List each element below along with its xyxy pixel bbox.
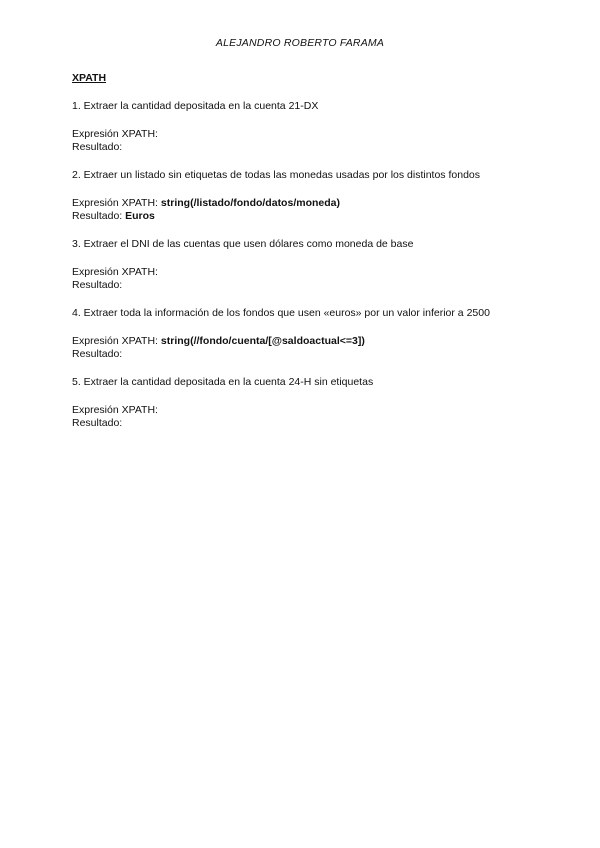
expression-label: Expresión XPATH: — [72, 266, 158, 278]
question-2-prompt: 2. Extraer un listado sin etiquetas de todas las monedas usadas por los distintos fondos — [72, 169, 480, 181]
question-4-result-line — [72, 348, 542, 361]
expression-value: string(//fondo/cuenta/[@saldoactual<=3]) — [160, 335, 365, 347]
expression-label: Expresión XPATH: — [72, 335, 158, 347]
question-4-prompt: 4. Extraer toda la información de los fondos que usen «euros» por un valor inferior a 2500 — [72, 307, 490, 319]
question-2-result-line — [72, 210, 542, 223]
question-4-expression-line — [72, 335, 542, 348]
expression-value: string(/listado/fondo/datos/moneda) — [160, 197, 340, 209]
result-label: Resultado: — [72, 279, 123, 291]
result-label: Resultado: — [72, 141, 123, 153]
question-5-answer — [72, 404, 542, 430]
expression-label: Expresión XPATH: — [72, 197, 158, 209]
result-value: Euros — [125, 210, 155, 222]
question-1-answer — [72, 128, 542, 154]
result-label: Resultado: — [72, 348, 123, 360]
page-header-author: ALEJANDRO ROBERTO FARAMA — [215, 37, 385, 49]
result-label: Resultado: — [72, 417, 123, 429]
section-title: XPATH — [72, 72, 107, 84]
question-3-result-line — [72, 279, 542, 292]
question-5-expression-line — [72, 404, 542, 417]
question-1-prompt: 1. Extraer la cantidad depositada en la cuenta 21-DX — [72, 100, 319, 112]
question-5-prompt: 5. Extraer la cantidad depositada en la cuenta 24-H sin etiquetas — [72, 376, 374, 388]
expression-label: Expresión XPATH: — [72, 404, 158, 416]
question-4-answer — [72, 335, 542, 361]
question-3-expression-line — [72, 266, 542, 279]
question-3-prompt: 3. Extraer el DNI de las cuentas que usen dólares como moneda de base — [72, 238, 414, 250]
question-2-answer — [72, 197, 542, 223]
question-3-answer — [72, 266, 542, 292]
question-1-result-line — [72, 141, 542, 154]
question-5-result-line — [72, 417, 542, 430]
document-body — [72, 72, 542, 445]
question-2-expression-line — [72, 197, 542, 210]
result-label: Resultado: — [72, 210, 123, 222]
question-1-expression-line — [72, 128, 542, 141]
expression-label: Expresión XPATH: — [72, 128, 158, 140]
